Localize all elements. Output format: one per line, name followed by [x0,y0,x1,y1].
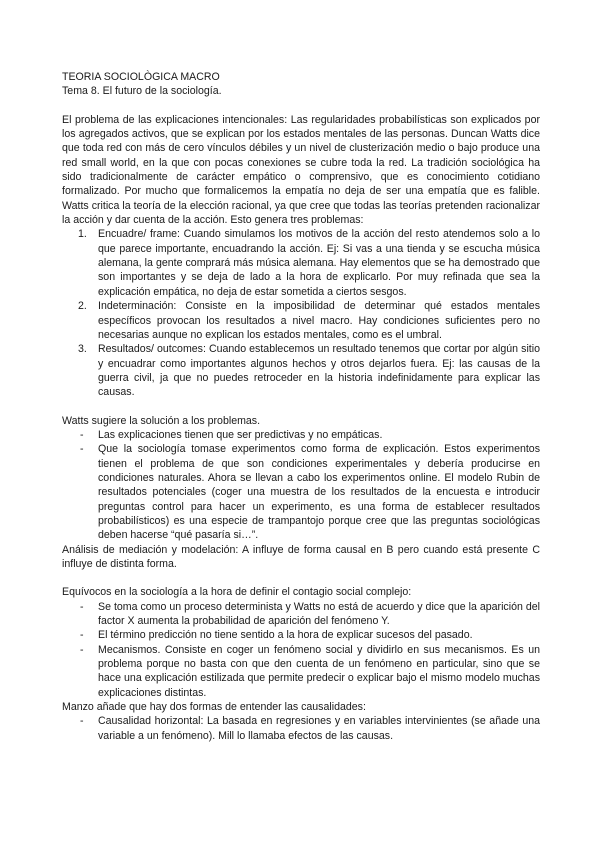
dash-list-item [62,628,540,642]
dash-list-item [62,442,540,542]
dash-list-item [62,643,540,700]
dash-list-item [62,600,540,629]
dash-marker: - [80,428,84,441]
document-title: TEORIA SOCIOLÒGICA MACRO [62,71,220,83]
list-text: Que la sociología tomase experimentos como forma de explicación. Estos experimentos tienen el problema de que son condiciones experimentales y debería producirse en condiciones naturales. Ahora se llevan a cabo los experimentos online. El modelo Rubin de resultados potenciales (coger una muestra de los resultados de la encuesta e introducir preguntas control para hacer un experimento, es una forma de establecer resultados probabilísticos) es una especie de trampantojo porque cree que las preguntas sociológicas deben hacerse “qué pasaría si…”. [98,443,540,542]
list-text: Causalidad horizontal: La basada en regresiones y en variables intervinientes (se añade una variable a un fenómeno). Mill lo llamaba efectos de las causas. [98,715,540,742]
spacer [62,571,540,585]
dash-marker: - [80,443,84,456]
list-number: 2. [78,300,87,313]
numbered-list-item [62,342,540,399]
dash-marker: - [80,629,84,642]
document-subtitle: Tema 8. El futuro de la sociología. [62,85,222,98]
equivocos-intro: Equívocos en la sociología a la hora de definir el contagio social complejo: [62,586,412,599]
manzo-paragraph: Manzo añade que hay dos formas de entender las causalidades: [62,701,366,714]
spacer [62,400,540,414]
numbered-list-item [62,299,540,342]
dash-list-item [62,714,540,743]
dash-marker: - [80,643,84,656]
list-text: Encuadre/ frame: Cuando simulamos los motivos de la acción del resto atendemos solo a lo que parece importante, encuadrando la acción. Ej: Si vas a una tienda y se escucha música alemana, la gente comprará más música alemana. Hay elementos que se ha demostrado que son importantes y se deja de lado a la hora de explicarlo. Por muy refinada que sea la explicación empática, no deja de estar sometida a ciertos sesgos. [98,228,540,298]
list-number: 1. [78,228,87,241]
intro-paragraph: El problema de las explicaciones intencionales: Las regularidades probabilísticas son explicados por los agregados activos, que se explican por los estados mentales de las personas. Duncan Watts dice que toda red con más de cero vínculos débiles y un nivel de clusterización medio o bajo produce una red small world, en la que con pocas conexiones se cubre toda la red. La tradición sociológica ha sido tradicionalmente de carácter empático o comprensivo, que es conocimiento cotidiano formalizado. Por mucho que formalicemos la empatía no deja de ser una empatía que es falible. Watts critica la teoría de la elección racional, ya que cree que todas las teorías pretenden racionalizar la acción y dar cuenta de la acción. Esto genera tres problemas: [62,113,540,227]
list-text: Indeterminación: Consiste en la imposibilidad de determinar qué estados mentales específicos provocan los resultados a nivel macro. Hay condiciones suficientes pero no necesarias aunque no explican los estados mentales, como es el umbral. [98,300,540,341]
document-page [62,70,540,743]
numbered-list-item [62,227,540,299]
list-text: Las explicaciones tienen que ser predictivas y no empáticas. [98,428,383,441]
mediation-paragraph: Análisis de mediación y modelación: A influye de forma causal en B pero cuando está presente C influye de distinta forma. [62,543,540,570]
list-text: El término predicción no tiene sentido a la hora de explicar sucesos del pasado. [98,629,473,642]
list-text: Mecanismos. Consiste en coger un fenómeno social y dividirlo en sus mecanismos. Es un problema porque no basta con que den cuenta de un fenómeno en particular, sino que se hace una explicación estilizada que permite predecir o explicar bajo el mismo modelo muchas explicaciones distintas. [98,643,540,699]
list-text: Resultados/ outcomes: Cuando establecemos un resultado tenemos que cortar por algún sitio y encuadrar como importantes algunos hechos y otros dejarlos fuera. Ej: las causas de la guerra civil, ja que no puedes retroceder en la historia indefinidamente para explicar las causas. [98,343,540,399]
solution-intro: Watts sugiere la solución a los problemas. [62,414,261,427]
list-text: Se toma como un proceso determinista y Watts no está de acuerdo y dice que la aparición del factor X aumenta la probabilidad de aparición del fenómeno Y. [98,600,540,628]
dash-marker: - [80,600,84,613]
dash-marker: - [80,715,84,728]
dash-list-item [62,428,540,442]
list-number: 3. [78,343,87,356]
spacer [62,99,540,113]
